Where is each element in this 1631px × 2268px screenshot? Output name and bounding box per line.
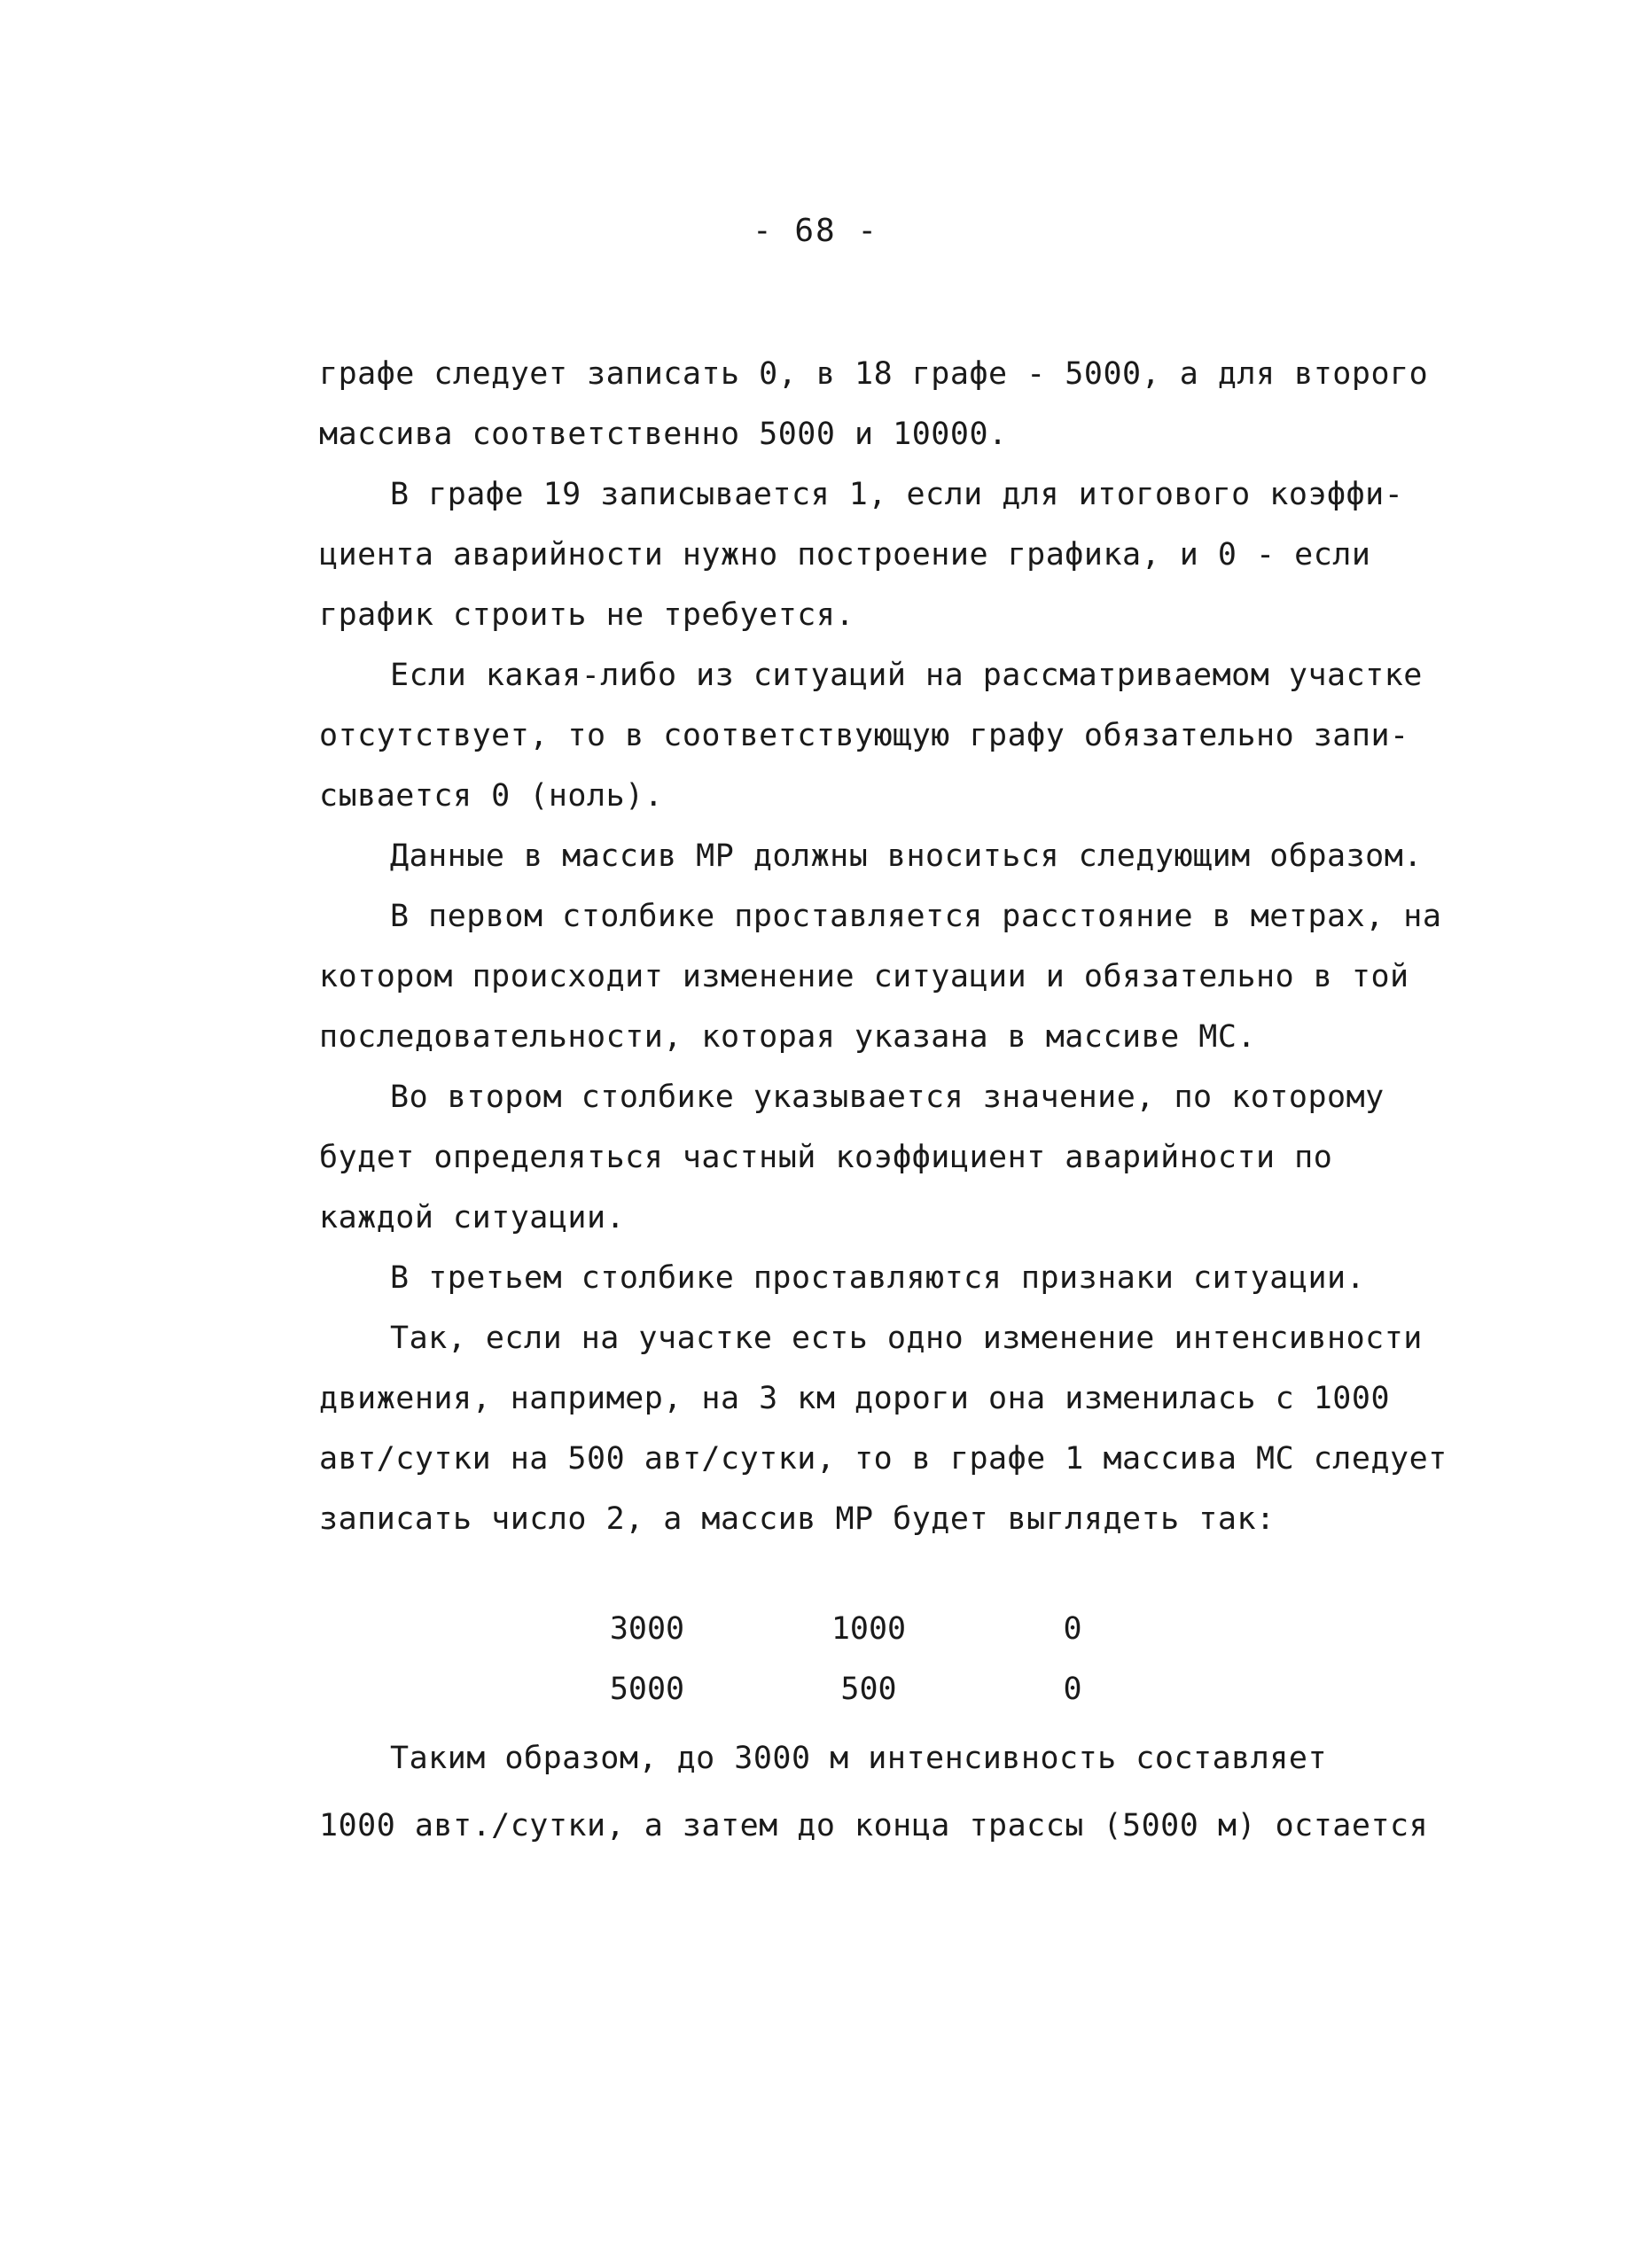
table-row <box>567 1611 1188 1672</box>
paragraph-start: Если какая-либо из ситуаций на рассматриваемом участке <box>390 658 1423 693</box>
mr-array-table <box>567 1611 1188 1732</box>
text-line: котором происходит изменение ситуации и обязательно в той <box>319 959 1409 994</box>
text-line: будет определяться частный коэффициент аварийности по <box>319 1140 1333 1175</box>
text-line: движения, например, на 3 км дороги она изменилась с 1000 <box>319 1381 1391 1416</box>
paragraph-start: В первом столбике проставляется расстояние в метрах, на <box>390 899 1442 934</box>
table-cell: 0 <box>1063 1611 1082 1647</box>
table-cell: 5000 <box>609 1672 685 1707</box>
table-cell: 500 <box>840 1672 897 1707</box>
text-line: каждой ситуации. <box>319 1200 626 1235</box>
text-line: 1000 авт./сутки, а затем до конца трассы (5000 м) остается <box>319 1808 1429 1843</box>
paragraph-start: Таким образом, до 3000 м интенсивность составляет <box>390 1741 1328 1776</box>
table-cell: 3000 <box>609 1611 685 1647</box>
text-line: массива соответственно 5000 и 10000. <box>319 417 1008 452</box>
text-line: последовательности, которая указана в массиве МС. <box>319 1019 1257 1055</box>
text-line: сывается 0 (ноль). <box>319 778 664 814</box>
table-cell: 0 <box>1063 1672 1082 1707</box>
text-line: графе следует записать 0, в 18 графе - 5000, а для второго <box>319 356 1429 392</box>
text-line: авт/сутки на 500 авт/сутки, то в графе 1 массива МС следует <box>319 1441 1448 1477</box>
paragraph-start: Во втором столбике указывается значение, по которому <box>390 1079 1385 1115</box>
text-line: циента аварийности нужно построение графика, и 0 - если <box>319 537 1371 573</box>
table-row <box>567 1672 1188 1732</box>
paragraph-start: В третьем столбике проставляются признаки ситуации. <box>390 1260 1366 1296</box>
text-line: отсутствует, то в соответствующую графу обязательно запи- <box>319 718 1409 753</box>
table-cell: 1000 <box>831 1611 907 1647</box>
text-line: график строить не требуется. <box>319 597 855 633</box>
paragraph-start: В графе 19 записывается 1, если для итогового коэффи- <box>390 477 1404 512</box>
text-line: записать число 2, а массив МР будет выглядеть так: <box>319 1501 1276 1537</box>
page-number: - 68 - <box>752 213 879 249</box>
paragraph-start: Данные в массив МР должны вноситься следующим образом. <box>390 838 1423 874</box>
paragraph-start: Так, если на участке есть одно изменение интенсивности <box>390 1321 1423 1356</box>
